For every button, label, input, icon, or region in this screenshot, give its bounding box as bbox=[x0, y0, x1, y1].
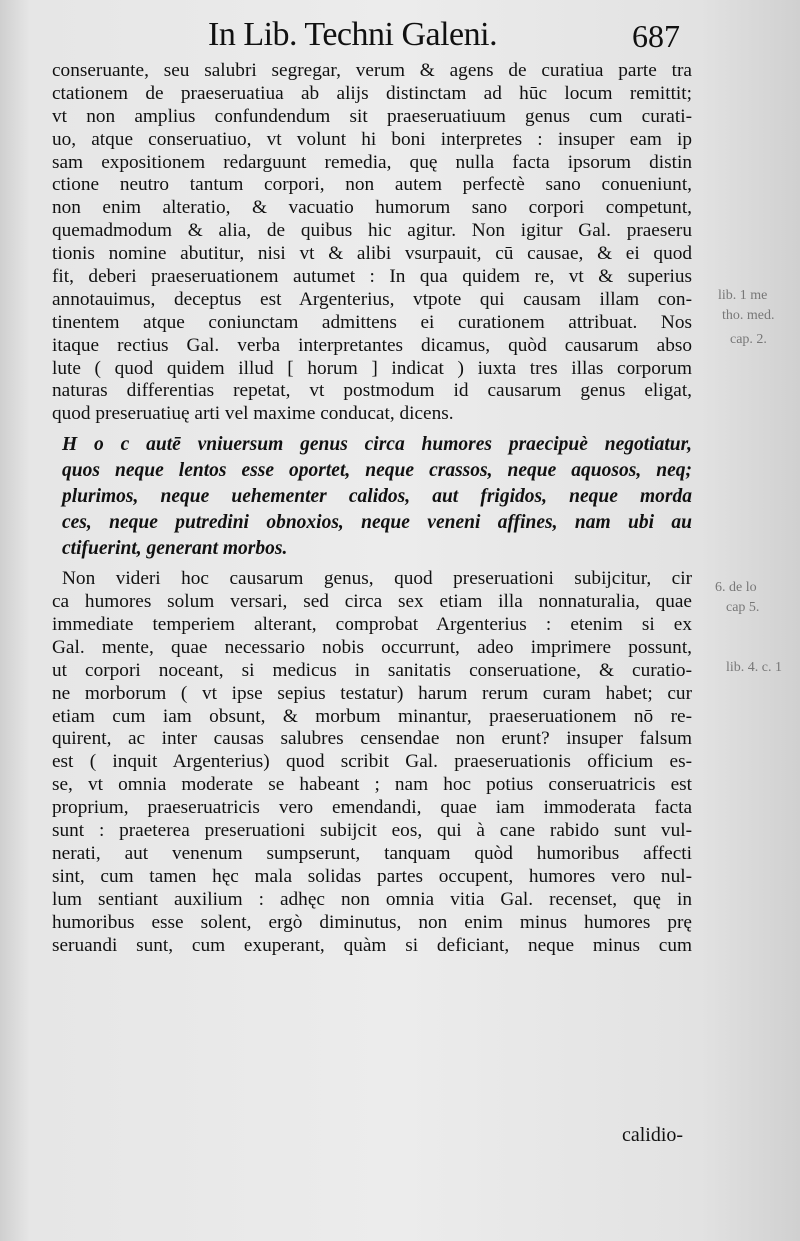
margin-note: 6. de lo bbox=[715, 580, 757, 595]
text-line: ctione neutro tantum corpori, non autem perfectè sano conueniunt, bbox=[52, 174, 692, 196]
text-line: vt non amplius confundendum sit praeseruatiuum genus cum curati- bbox=[52, 105, 692, 127]
text-line: sam expositionem redarguunt remedia, quę nulla facta ipsorum distin bbox=[52, 151, 692, 173]
text-line: lum sentiant auxilium : adhęc non omnia vitia Gal. recenset, quę in bbox=[52, 888, 692, 910]
text-line: quemadmodum & alia, de quibus hic agitur. Non igitur Gal. praeseru bbox=[52, 220, 692, 242]
text-line: nerati, aut venenum sumpserunt, tanquam quòd humoribus affecti bbox=[52, 842, 692, 864]
text-line: ut corpori noceant, si medicus in sanitatis conseruatione, & curatio- bbox=[52, 659, 692, 681]
page-number: 687 bbox=[632, 18, 680, 54]
catchword: calidio- bbox=[622, 1124, 684, 1146]
margin-note: cap. 2. bbox=[730, 332, 767, 347]
text-line: humoribus esse solent, ergò diminutus, non enim minus humores prę bbox=[52, 911, 692, 933]
text-line: proprium, praeseruatricis vero emendandi, quae iam immoderata facta bbox=[52, 797, 692, 819]
text-line: fit, deberi praeseruationem autumet : In qua quidem re, vt & superius bbox=[52, 266, 692, 288]
text-line: est ( inquit Argenterius) quod scribit Gal. praeseruationis officium es- bbox=[52, 751, 692, 773]
margin-note: lib. 4. c. 1 bbox=[726, 660, 782, 675]
text-line: ne morborum ( vt ipse sepius testatur) harum rerum curam habet; cur bbox=[52, 682, 692, 704]
text-line: ca humores solum versari, sed circa sex etiam illa nonnaturalia, quae bbox=[52, 591, 692, 613]
margin-note: lib. 1 me bbox=[718, 288, 768, 303]
main-text bbox=[52, 60, 692, 957]
text-line: conseruante, seu salubri segregar, verum & agens de curatiua parte tra bbox=[52, 60, 692, 81]
text-line: uo, atque conseruatiuo, vt volunt hi boni interpretes : insuper eam ip bbox=[52, 128, 692, 150]
text-line: quod preseruatiuę arti vel maxime conducat, dicens. bbox=[52, 403, 454, 425]
text-line: itaque rectius Gal. verba interpretantes dicamus, quòd causarum abso bbox=[52, 334, 692, 356]
text-line: Non videri hoc causarum genus, quod preseruationi subijcitur, cir bbox=[62, 568, 692, 590]
quote-line: plurimos, neque uehementer calidos, aut frigidos, neque morda bbox=[62, 486, 692, 508]
text-line: tinentem atque coniunctam admittens ei curationem attribuat. Nos bbox=[52, 311, 692, 333]
text-line: lute ( quod quidem illud [ horum ] indicat ) iuxta tres illas corporum bbox=[52, 357, 692, 379]
text-line: non enim alteratio, & vacuatio humorum sano corpori competunt, bbox=[52, 197, 692, 219]
quote-line: ctifuerint, generant morbos. bbox=[62, 538, 288, 560]
text-line: etiam cum iam obsunt, & morbum minantur, praeseruationem nō re- bbox=[52, 705, 692, 727]
quote-line: ces, neque putredini obnoxios, neque veneni affines, nam ubi au bbox=[62, 512, 692, 534]
page-header bbox=[0, 12, 800, 58]
text-line: tionis nomine abutitur, nisi vt & alibi vsurpauit, cū causae, & ei quod bbox=[52, 243, 692, 265]
margin-note: tho. med. bbox=[722, 308, 775, 323]
text-line: se, vt omnia moderate se habeant ; nam hoc potius conseruatricis est bbox=[52, 774, 692, 796]
text-line: Gal. mente, quae necessario nobis occurrunt, adeo imprimere possunt, bbox=[52, 636, 692, 658]
quote-line: quos neque lentos esse oportet, neque crassos, neque aquosos, neq; bbox=[62, 460, 692, 482]
text-line: ctationem de praeseruatiua ab alijs distinctam ad hūc locum remittit; bbox=[52, 82, 692, 104]
margin-note: cap 5. bbox=[726, 600, 760, 615]
text-line: sunt : praeterea preseruationi subijcit eos, qui à cane rabido sunt vul- bbox=[52, 820, 692, 842]
text-line: naturas differentias repetat, vt postmodum id causarum genus eligat, bbox=[52, 380, 692, 402]
text-line: quirent, ac inter causas salubres censendae non erunt? insuper falsum bbox=[52, 728, 692, 750]
running-title: In Lib. Techni Galeni. bbox=[208, 16, 498, 53]
text-line: sint, cum tamen hęc mala solidas partes occupent, humores vero nul- bbox=[52, 865, 692, 887]
text-line: immediate temperiem alterant, comprobat Argenterius : etenim si ex bbox=[52, 614, 692, 636]
quote-line: H o c autē vniuersum genus circa humores praecipuè negotiatur, bbox=[62, 434, 692, 456]
text-line: seruandi sunt, cum exuperant, quàm si deficiant, neque minus cum bbox=[52, 934, 692, 956]
text-line: annotauimus, deceptus est Argenterius, vtpote qui causam illam con- bbox=[52, 288, 692, 310]
